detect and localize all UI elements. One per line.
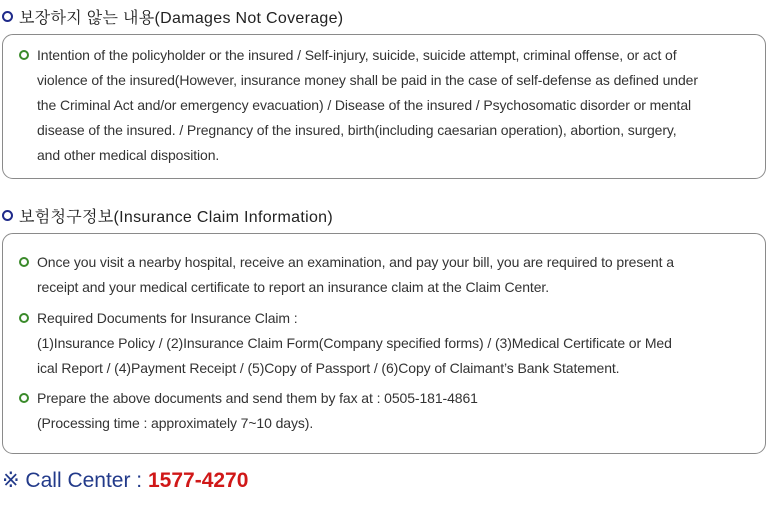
list-item — [19, 250, 755, 300]
item-line: Prepare the above documents and send them by fax at : 0505-181-4861 — [37, 390, 478, 406]
section-title-text: 보장하지 않는 내용(Damages Not Coverage) — [19, 10, 344, 27]
circle-bullet-icon — [19, 393, 29, 403]
item-line: receipt and your medical certificate to report an insurance claim at the Claim Center. — [37, 279, 549, 295]
call-center-label: ※ Call Center : — [2, 469, 148, 492]
item-line: (1)Insurance Policy / (2)Insurance Claim Form(Company specified forms) / (3)Medical Certificate or Med — [37, 335, 672, 351]
call-center — [2, 468, 248, 493]
item-line: Required Documents for Insurance Claim : — [37, 310, 298, 326]
circle-bullet-icon — [19, 313, 29, 323]
circle-bullet-icon — [2, 11, 13, 22]
item-line: violence of the insured(However, insurance money shall be paid in the case of self-defense as defined under — [37, 72, 698, 88]
circle-bullet-icon — [2, 210, 13, 221]
list-item — [19, 43, 755, 168]
call-center-number[interactable]: 1577-4270 — [147, 469, 249, 492]
list-item — [19, 306, 755, 381]
section-title-text: 보험청구정보(Insurance Claim Information) — [19, 209, 333, 226]
circle-bullet-icon — [19, 257, 29, 267]
section-title-damages — [2, 5, 343, 28]
item-line: Once you visit a nearby hospital, receive an examination, and pay your bill, you are required to present a — [37, 254, 674, 270]
item-line: Intention of the policyholder or the insured / Self-injury, suicide, suicide attempt, criminal offense, or act of — [37, 47, 677, 63]
damages-box — [2, 34, 766, 179]
item-line: the Criminal Act and/or emergency evacuation) / Disease of the insured / Psychosomatic disorder or mental — [37, 97, 692, 113]
section-title-claim — [2, 204, 333, 227]
item-line: ical Report / (4)Payment Receipt / (5)Copy of Passport / (6)Copy of Claimant’s Bank Statement. — [37, 360, 620, 376]
list-item — [19, 386, 755, 436]
circle-bullet-icon — [19, 50, 29, 60]
item-line: and other medical disposition. — [37, 147, 220, 163]
item-line: (Processing time : approximately 7~10 days). — [37, 415, 314, 431]
item-line: disease of the insured. / Pregnancy of the insured, birth(including caesarian operation), abortion, surgery, — [37, 122, 677, 138]
claim-box — [2, 233, 766, 454]
